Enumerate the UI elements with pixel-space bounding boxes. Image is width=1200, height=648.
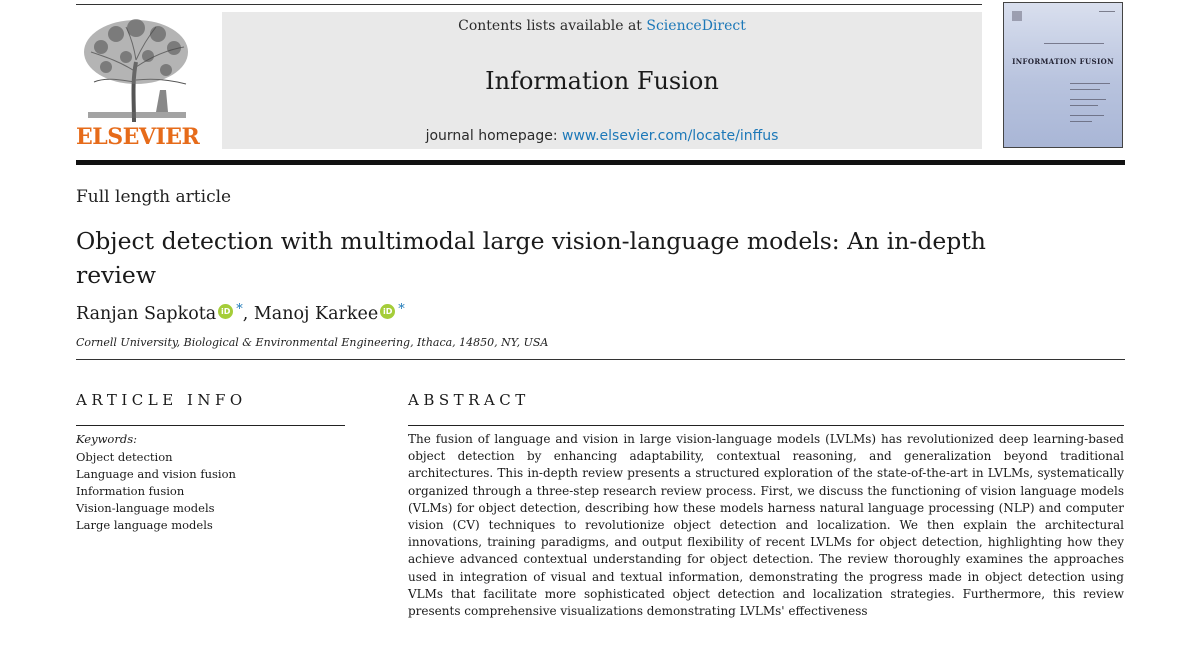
homepage-prefix: journal homepage: — [425, 128, 563, 144]
article-info-heading: ARTICLE INFO — [76, 391, 247, 409]
cover-journal-title: INFORMATION FUSION — [1012, 57, 1114, 66]
cover-line — [1070, 83, 1110, 84]
cover-logo-mark — [1012, 11, 1022, 21]
keywords-list — [76, 449, 236, 534]
abstract-body: The fusion of language and vision in large vision-language models (LVLMs) has revolutionized deep learning-based object detection by enhancing adaptability, contextual reasoning, and generalization beyond traditional architectures. This in-depth review presents a structured exploration of the state-of-the-art in LVLMs, systematically organized through a three-step research review process. First, we discuss the functioning of vision language models (VLMs) for object detection, describing how these models harness natural language processing (NLP) and computer vision (CV) techniques to revolutionize object detection and localization. We then explain the architectural innovations, training paradigms, and output flexibility of recent LVLMs for object detection, highlighting how they achieve advanced contextual understanding for object detection. The review thoroughly examines the approaches used in integration of visual and textual information, demonstrating the progress made in object detection using VLMs that facilitate more sophisticated object detection and localization strategies. Furthermore, this review presents comprehensive visualizations demonstrating LVLMs' effectiveness — [408, 432, 1124, 619]
keyword-item: Language and vision fusion — [76, 467, 236, 481]
author-separator: , — [242, 304, 254, 324]
journal-header-box — [222, 12, 982, 149]
sciencedirect-link[interactable]: ScienceDirect — [646, 18, 746, 34]
contents-prefix: Contents lists available at — [458, 18, 647, 34]
contents-availability-line — [222, 18, 982, 34]
keyword-item: Information fusion — [76, 484, 185, 498]
keywords-label: Keywords: — [76, 432, 137, 446]
journal-homepage-line — [222, 128, 982, 144]
cover-line — [1070, 99, 1106, 100]
article-type-label: Full length article — [76, 187, 232, 207]
abstract-rule — [408, 425, 1124, 426]
cover-line — [1099, 11, 1115, 12]
orcid-icon[interactable]: iD — [218, 304, 233, 319]
author-list — [76, 302, 405, 324]
cover-line — [1070, 121, 1092, 122]
corresponding-author-mark[interactable]: * — [236, 302, 243, 317]
author-name[interactable]: Ranjan Sapkota — [76, 304, 217, 324]
cover-line — [1070, 105, 1098, 106]
author-name[interactable]: Manoj Karkee — [253, 304, 379, 324]
journal-title: Information Fusion — [485, 67, 719, 95]
author-affiliation: Cornell University, Biological & Environmental Engineering, Ithaca, 14850, NY, USA — [76, 336, 549, 349]
keyword-item: Object detection — [76, 450, 173, 464]
journal-cover-thumbnail — [1003, 2, 1123, 148]
article-title: Object detection with multimodal large vision-language models: An in-depth review — [76, 227, 986, 289]
cover-line — [1044, 43, 1104, 44]
journal-homepage-link[interactable]: www.elsevier.com/locate/inffus — [562, 128, 779, 144]
orcid-icon[interactable]: iD — [380, 304, 395, 319]
keyword-item: Large language models — [76, 518, 213, 532]
section-divider — [76, 359, 1125, 360]
keyword-item: Vision-language models — [76, 501, 215, 515]
article-info-rule — [76, 425, 345, 426]
cover-line — [1070, 89, 1100, 90]
corresponding-author-mark[interactable]: * — [398, 302, 405, 317]
abstract-heading: ABSTRACT — [408, 391, 530, 409]
top-rule — [76, 4, 982, 5]
publisher-wordmark: ELSEVIER — [76, 124, 200, 150]
header-thick-rule — [76, 160, 1125, 165]
cover-line — [1070, 115, 1104, 116]
